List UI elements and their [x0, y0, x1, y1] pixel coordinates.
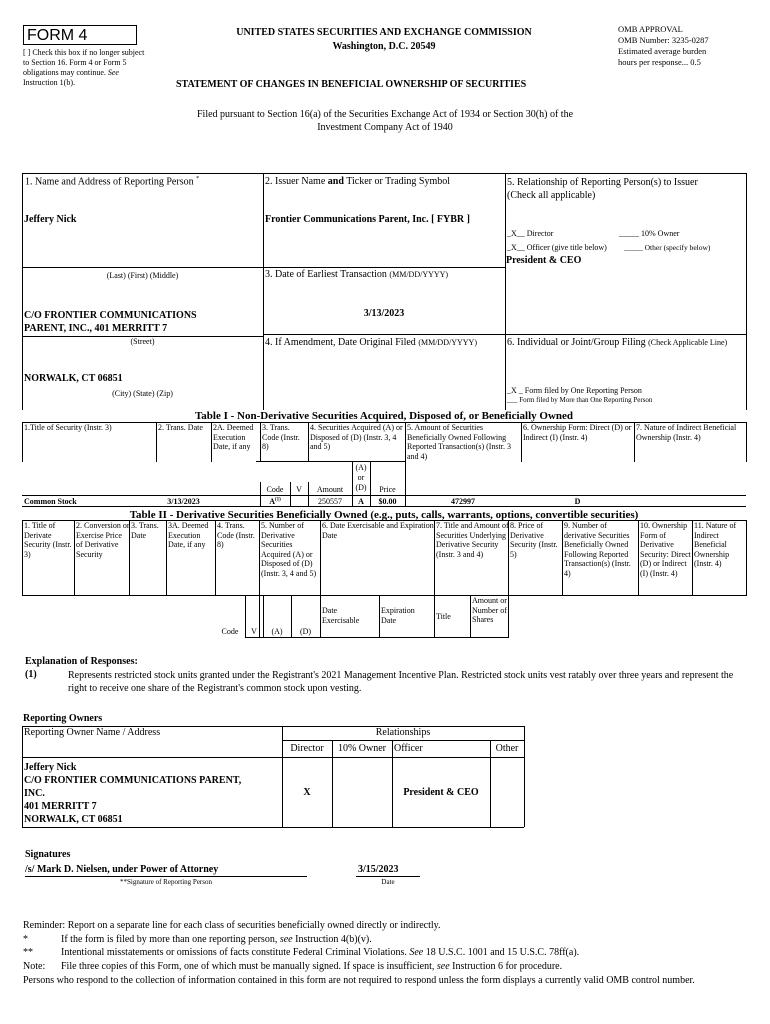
owner-line5: NORWALK, CT 06851: [24, 814, 123, 825]
t1-row-amount: 250557: [318, 497, 342, 506]
issuer-name: Frontier Communications Parent, Inc. [ FYBR ]: [265, 214, 470, 225]
t1-sub-ad: (A) or (D): [355, 463, 367, 492]
explanation-heading: Explanation of Responses:: [25, 656, 138, 667]
footer-note3-see: see: [436, 961, 450, 972]
owners-row-director: X: [303, 787, 311, 798]
owners-col-officer: Officer: [394, 743, 423, 754]
owner-line2: C/O FRONTIER COMMUNICATIONS PARENT,: [24, 775, 242, 786]
form-title: FORM 4: [27, 27, 88, 44]
signature-date-label: Date: [381, 878, 395, 886]
t2-sub-d: (D): [299, 627, 312, 636]
reporting-person-name: Jeffery Nick: [24, 214, 77, 225]
table1-title: Table I - Non-Derivative Securities Acquired, Disposed of, or Beneficially Owned: [194, 410, 574, 422]
relationship-officer: _X__ Officer (give title below): [507, 243, 607, 252]
box5-label: [507, 176, 698, 202]
filing-multiple-persons: ___ Form filed by More than One Reporting Person: [507, 396, 653, 404]
street-label: (Street): [130, 337, 155, 346]
t1-col6: 6. Ownership Form: Direct (D) or Indirect (I) (Instr. 4): [523, 423, 632, 442]
omb-number: OMB Number: 3235-0287: [618, 35, 709, 45]
t2-col3: 3. Trans. Date: [131, 521, 159, 540]
signer-label: **Signature of Reporting Person: [120, 878, 212, 886]
footer-note1-text: If the form is filed by more than one reporting person,: [61, 934, 278, 945]
t1-row-price: $0.00: [378, 497, 397, 506]
t2-sub-code: Code: [221, 627, 239, 636]
name-parts-label: (Last) (First) (Middle): [106, 271, 179, 280]
address-line2: PARENT, INC., 401 MERRITT 7: [24, 323, 168, 334]
box6-label-text: 6. Individual or Joint/Group Filing: [507, 337, 646, 348]
t2-sub-a: (A): [271, 627, 283, 636]
footer-note2-mark: **: [23, 947, 33, 958]
t1-row-code-value: A: [269, 497, 275, 506]
box1-label-mark: *: [196, 176, 200, 182]
owner-line3: INC.: [24, 788, 45, 799]
filed-pursuant-line1: Filed pursuant to Section 16(a) of the Securities Exchange Act of 1934 or Section 30(h) of the: [196, 109, 574, 120]
t2-sub-amount: Amount or Number of Shares: [472, 596, 507, 624]
reporting-address: [24, 309, 197, 335]
box2-label-post: Ticker or Trading Symbol: [346, 176, 451, 187]
t1-sub-v: V: [296, 485, 302, 494]
form-title-box: [23, 25, 137, 45]
t2-sub-title: Title: [436, 612, 451, 621]
owners-col-other: Other: [495, 743, 519, 754]
t1-row-title: Common Stock: [24, 497, 77, 506]
relationship-director: _X__ Director: [507, 229, 554, 238]
box6-label: [507, 336, 745, 349]
t1-row-code-note: (1): [274, 497, 281, 503]
t2-col3a: 3A. Deemed Execution Date, if any: [168, 521, 209, 550]
footer-note3-text: File three copies of this Form, one of which must be manually signed. If space is insufficient,: [61, 961, 435, 972]
explanation-text: Represents restricted stock units granted under the Registrant's 2021 Management Incentive Plan. Restricted stock units vest ratably over three years and represent the right to receive one share of the Registrant's common stock upon vesting.: [68, 670, 734, 694]
t1-row-form: D: [574, 497, 581, 506]
officer-title: President & CEO: [506, 255, 582, 266]
check-box-see: See: [107, 68, 119, 77]
filed-pursuant: [100, 108, 670, 134]
t2-col11: 11. Nature of Indirect Beneficial Ownership (Instr. 4): [694, 521, 737, 569]
t1-col2a: 2A. Deemed Execution Date, if any: [213, 423, 254, 452]
box4-label-text: 4. If Amendment, Date Original Filed: [265, 337, 416, 348]
check-box-instruction: Instruction 1(b).: [23, 78, 75, 87]
relationship-other: _____ Other (specify below): [624, 243, 711, 252]
owners-col-rel: Relationships: [375, 727, 431, 738]
signer: /s/ Mark D. Nielsen, under Power of Attorney: [25, 864, 219, 875]
t2-col4: 4. Trans. Code (Instr. 8): [217, 521, 255, 550]
box3-label-text: 3. Date of Earliest Transaction: [265, 269, 387, 280]
table2-title: Table II - Derivative Securities Beneficially Owned (e.g., puts, calls, warrants, options, convertible securities): [129, 509, 639, 521]
owners-col-ten: 10% Owner: [337, 743, 387, 754]
omb-hours: hours per response... 0.5: [618, 57, 701, 67]
footer-note1-see: see: [279, 934, 293, 945]
footer-reminder: Reminder: Report on a separate line for each class of securities beneficially owned directly or indirectly.: [23, 920, 441, 931]
t1-row-ad: A: [358, 497, 364, 506]
check-box-notice[interactable]: [23, 48, 151, 88]
t2-col7: 7. Title and Amount of Securities Underlying Derivative Security (Instr. 3 and 4): [436, 521, 509, 559]
city-state-zip: NORWALK, CT 06851: [24, 373, 123, 384]
t2-sub-exp: Expiration Date: [381, 606, 415, 625]
box1-label: [25, 176, 199, 188]
city-label: (City) (State) (Zip): [112, 389, 173, 398]
box2-label: [265, 176, 450, 188]
signature-date: 3/15/2023: [358, 864, 399, 875]
address-line1: C/O FRONTIER COMMUNICATIONS: [24, 310, 197, 321]
agency-name: UNITED STATES SECURITIES AND EXCHANGE COMMISSION: [236, 27, 532, 38]
owners-row-officer: President & CEO: [403, 787, 479, 798]
t1-row-code: [260, 497, 290, 507]
footer-note2-see: See: [409, 947, 424, 958]
filed-pursuant-line2: Investment Company Act of 1940: [317, 122, 453, 133]
box2-label-and: and: [327, 176, 344, 187]
footer-note1-end: Instruction 4(b)(v).: [295, 934, 372, 945]
check-box-text: [ ] Check this box if no longer subject to Section 16. Form 4 or Form 5 obligations may continue.: [23, 48, 145, 77]
footer-note2-end: 18 U.S.C. 1001 and 15 U.S.C. 78ff(a).: [425, 947, 580, 958]
t1-sub-amount: Amount: [316, 485, 344, 494]
footer-note3: [61, 961, 562, 973]
t1-col5: 5. Amount of Securities Beneficially Owned Following Reported Transaction(s) (Instr. 3 and 4): [407, 423, 511, 461]
omb-burden: Estimated average burden: [618, 46, 707, 56]
t1-col7: 7. Nature of Indirect Beneficial Ownership (Instr. 4): [636, 423, 737, 442]
owner-line1: Jeffery Nick: [24, 762, 77, 773]
footer-note2-text: Intentional misstatements or omissions of facts constitute Federal Criminal Violations.: [61, 947, 407, 958]
owners-col-director: Director: [290, 743, 324, 754]
filing-one-person: _X _ Form filed by One Reporting Person: [507, 386, 642, 395]
signatures-heading: Signatures: [25, 849, 71, 860]
footer-note1-mark: *: [23, 934, 28, 945]
box5-label-line1: 5. Relationship of Reporting Person(s) to Issuer: [507, 177, 698, 188]
t2-col8: 8. Price of Derivative Security (Instr. 5): [510, 521, 558, 559]
t1-sub-code: Code: [266, 485, 284, 494]
t1-sub-price: Price: [379, 485, 396, 494]
omb-approval-block: [618, 24, 758, 68]
owners-heading: Reporting Owners: [23, 713, 103, 724]
t2-col6: 6. Date Exercisable and Expiration Date: [322, 521, 434, 540]
footer-persons: Persons who respond to the collection of information contained in this form are not required to respond unless the form displays a currently valid OMB control number.: [23, 975, 695, 986]
t2-col10: 10. Ownership Form of Derivative Security: Direct (D) or Indirect (I) (Instr. 4): [640, 521, 691, 578]
box6-label-small: (Check Applicable Line): [648, 338, 728, 347]
owners-col-name: Reporting Owner Name / Address: [24, 727, 161, 738]
box2-label-pre: 2. Issuer Name: [265, 176, 326, 187]
t2-col9: 9. Number of derivative Securities Beneficially Owned Following Reported Transaction(s) (Instr. 4): [564, 521, 631, 578]
explanation-num: (1): [25, 669, 37, 680]
t1-col4: 4. Securities Acquired (A) or Disposed of (D) (Instr. 3, 4 and 5): [310, 423, 403, 452]
box3-label-fmt: (MM/DD/YYYY): [389, 270, 449, 279]
omb-approval: OMB APPROVAL: [618, 24, 683, 34]
t1-col3: 3. Trans. Code (Instr. 8): [262, 423, 300, 452]
t2-col2: 2. Conversion or Exercise Price of Derivative Security: [76, 521, 130, 559]
t1-col2: 2. Trans. Date: [158, 423, 203, 432]
t1-row-owned: 472997: [451, 497, 475, 506]
t2-sub-v: V: [251, 627, 257, 636]
box4-label-fmt: (MM/DD/YYYY): [418, 338, 477, 347]
statement-title: STATEMENT OF CHANGES IN BENEFICIAL OWNERSHIP OF SECURITIES: [176, 79, 527, 90]
box3-label: [265, 269, 448, 281]
footer-note2: [61, 947, 579, 959]
owner-line4: 401 MERRITT 7: [24, 801, 97, 812]
footer-note3-end: Instruction 6 for procedure.: [452, 961, 563, 972]
t1-row-date: 3/13/2023: [167, 497, 200, 506]
relationship-ten-pct: _____ 10% Owner: [619, 229, 680, 238]
agency-address: Washington, D.C. 20549: [332, 41, 436, 52]
footer-note3-mark: Note:: [23, 961, 46, 972]
t1-col1: 1.Title of Security (Instr. 3): [24, 423, 112, 432]
earliest-transaction-date: 3/13/2023: [363, 308, 405, 319]
box5-label-line2: (Check all applicable): [507, 190, 596, 201]
footer-note1: [61, 934, 372, 946]
t2-sub-date-ex: Date Exercisable: [322, 606, 360, 625]
t2-col1: 1. Title of Derivate Security (Instr. 3): [24, 521, 72, 559]
box1-label-text: 1. Name and Address of Reporting Person: [25, 176, 194, 188]
box4-label: [265, 337, 477, 349]
t2-col5: 5. Number of Derivative Securities Acquired (A) or Disposed of (D) (Instr. 3, 4 and 5): [261, 521, 317, 578]
owners-row-name: [24, 761, 282, 826]
